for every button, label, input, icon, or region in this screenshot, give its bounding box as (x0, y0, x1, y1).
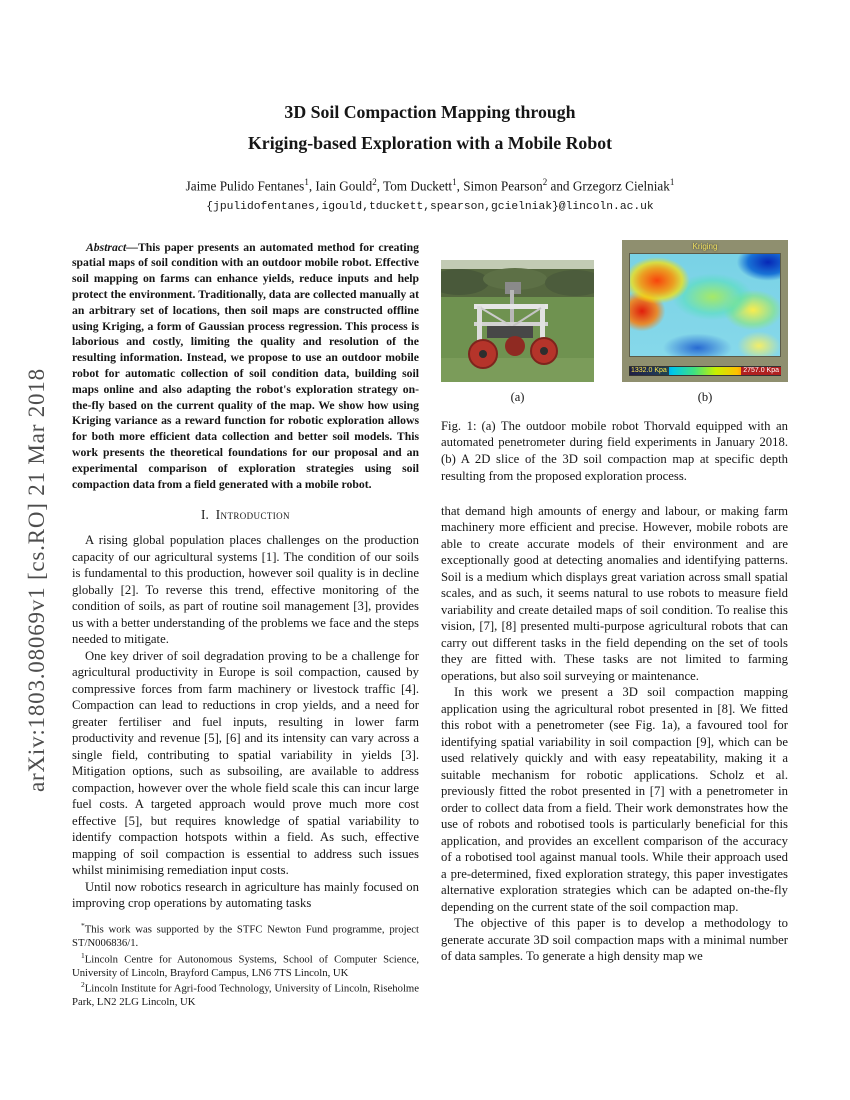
section-number: I. (201, 507, 209, 523)
footnote-marker: * (81, 920, 85, 930)
figure-1b-kriging-map (622, 240, 788, 382)
footnote-thanks (72, 921, 419, 951)
colorbar-max-value: 2757.0 Kpa (743, 366, 779, 374)
intro-paragraph-5: The objective of this paper is to develop a methodology to generate accurate 3D soil compaction maps with a minimal number of data samples. To generate a high density map we (441, 916, 788, 964)
author-name: Jaime Pulido Fentanes (185, 178, 305, 194)
subfigure-b (622, 240, 788, 405)
right-column (441, 240, 788, 1010)
title-line-2: Kriging-based Exploration with a Mobile Robot (247, 132, 613, 153)
intro-paragraph-4: In this work we present a 3D soil compaction mapping application using the agricultural robot presented in [8]. We fitted this robot with a penetrometer (see Fig. 1a), a favoured tool for identifying spatial variability in soil compaction [9], which can be used relatively quickly and with easy repeatability, making it a suitable mechanism for robotic applications. Scholz et al. previously fitted the robot presented in [7] with a penetrometer in order to collect data from a field. Their work demonstrates how the use of robots and robotised tools is particularly beneficial for this application, and provides an excellent comparison of the accuracy of a robotised tool against manual tools. While their approach used a pre-determined, fixed exploration strategy, this paper investigates alternative exploration strategies which can be adapted on-the-fly depending on the current state of the soil compaction map. (441, 685, 788, 914)
abstract (72, 240, 419, 493)
kriging-map-title: Kriging (692, 241, 718, 251)
colorbar-min-value: 1332.0 Kpa (631, 366, 667, 374)
kriging-heatmap (629, 253, 781, 357)
section-heading-introduction (72, 507, 419, 523)
subfigure-a-label: (a) (510, 389, 525, 404)
author-affiliation-sup: 2 (542, 177, 548, 188)
abstract-text: This paper presents an automated method for creating spatial maps of soil condition with an outdoor mobile robot. Effective soil mapping on farms can enhance yields, reduce inputs and help protect the environment. Traditionally, data are collected manually at an arbitrary set of locations, then soil maps are constructed offline using Kriging, a form of Gaussian process regression. This process is laborious and costly, limiting the quality and resolution of the resulting information. Instead, we propose to use an outdoor mobile robot for automatic collection of soil condition data, building soil maps online and also adapting the robot's exploration strategy on-the-fly based on the current quality of the map. We show how using Kriging variance as a reward function for robotic exploration allows for both more efficient data collection and better soil models. This work presents the theoretical foundations for our proposal and an experimental comparison of exploration strategies using soil compaction data from a field generated with a mobile robot. (72, 240, 419, 491)
author-name: , Simon Pearson (456, 178, 543, 194)
left-column (72, 240, 419, 1010)
footnote-text: Lincoln Centre for Autonomous Systems, School of Computer Science, University of Lincoln, Brayford Campus, LN6 7TS Lincoln, UK (72, 953, 419, 979)
figure-1 (441, 240, 788, 485)
footnotes (72, 921, 419, 1010)
intro-paragraph-3: Until now robotics research in agriculture has mainly focused on improving crop operations by automating tasks (72, 879, 419, 911)
authors-line (72, 177, 788, 194)
email-line: {jpulidofentanes,igould,tduckett,spearson,gcielniak}@lincoln.ac.uk (206, 200, 654, 213)
footnote-text: This work was supported by the STFC Newton Fund programme, project ST/N006836/1. (72, 923, 419, 949)
two-column-body (72, 240, 788, 1010)
figure-1a-robot-photo (441, 260, 594, 382)
footnote-marker: 2 (81, 980, 85, 990)
author-affiliation-sup: 1 (452, 177, 457, 188)
footnote-affiliation-2 (72, 980, 419, 1010)
abstract-label: Abstract— (86, 240, 138, 254)
author-name: , Tom Duckett (376, 178, 453, 194)
author-affiliation-sup: 1 (304, 177, 309, 188)
paper-title (72, 97, 788, 158)
section-title: Introduction (215, 507, 290, 523)
author-name: , Iain Gould (308, 178, 373, 194)
subfigure-b-label: (b) (697, 389, 713, 404)
author-affiliation-sup: 1 (669, 177, 675, 188)
title-line-1: 3D Soil Compaction Mapping through (284, 102, 576, 122)
figure-1-subfigures (441, 240, 788, 405)
author-name: and Grzegorz Cielniak (547, 178, 670, 194)
robot-photo-illustration (441, 260, 594, 382)
footnote-affiliation-1 (72, 951, 419, 981)
arxiv-watermark: arXiv:1803.08069v1 [cs.RO] 21 Mar 2018 (24, 368, 49, 792)
caption-text: (a) The outdoor mobile robot Thorvald equipped with an automated penetrometer during field experiments in January 2018. (b) A 2D slice of the 3D soil compaction map at specific depth resulting from the proposed exploration process. (441, 418, 788, 483)
paper-content (72, 0, 788, 1010)
footnote-marker: 1 (81, 950, 85, 960)
caption-label: Fig. 1: (441, 418, 477, 433)
right-column-text (441, 503, 788, 965)
footnote-text: Lincoln Institute for Agri-food Technology, University of Lincoln, Riseholme Park, LN2 2LG Lincoln, UK (72, 982, 419, 1009)
intro-paragraph-1: A rising global population places challenges on the production capacity of our agricultural systems [1]. The condition of our soils is fundamental to this production, however soil quality is in decline globally [2]. To reverse this trend, effective monitoring of the condition of soils, as part of routine soil management [3], provides us with a better understanding of the problems we face and the steps needed to mitigate. (72, 533, 419, 647)
subfigure-a (441, 260, 594, 405)
intro-paragraph-3-continued: that demand high amounts of energy and labour, or making farm machinery more efficient and precise. However, mobile robots are able to create accurate models of their environment and are exceptionally good at detecting anomalies and identifying patterns. Soil is a medium which displays great variation across small spatial scales, and as such, it seems natural to use robots to measure field variability and create detailed maps of soil condition. To realise this vision, [7], [8] presented multi-purpose agricultural robots that can carry out different tasks in the field depending on the set of tools they are fitted with. These tasks are not limited to farming operations, but also soil surveying or maintenance. (441, 503, 788, 683)
author-affiliation-sup: 2 (372, 177, 377, 188)
figure-1-caption (441, 418, 788, 485)
intro-paragraph-2: One key driver of soil degradation proving to be a challenge for agricultural productivity in Europe is soil compaction, caused by compressive forces from farm machinery or livestock traffic [4]. Compaction can lead to reductions in crop yields, and a need for greater fertiliser and fuel inputs, resulting in lower farm productivity and revenue [5], [6] and its intensity can vary across a single field, contributing to spatial variability in yields [3]. Mitigation options, such as subsoiling, are available to address compaction, however over the whole field scale this can incur large fuel costs. A targeted approach would prove much more cost effective [5], but requires knowledge of spatial variability to identify compaction hotspots within a field. As such, effective mapping of soil compaction is essential to address such issues whilst minimising remediation input costs. (72, 648, 419, 878)
paper-header (72, 0, 788, 213)
